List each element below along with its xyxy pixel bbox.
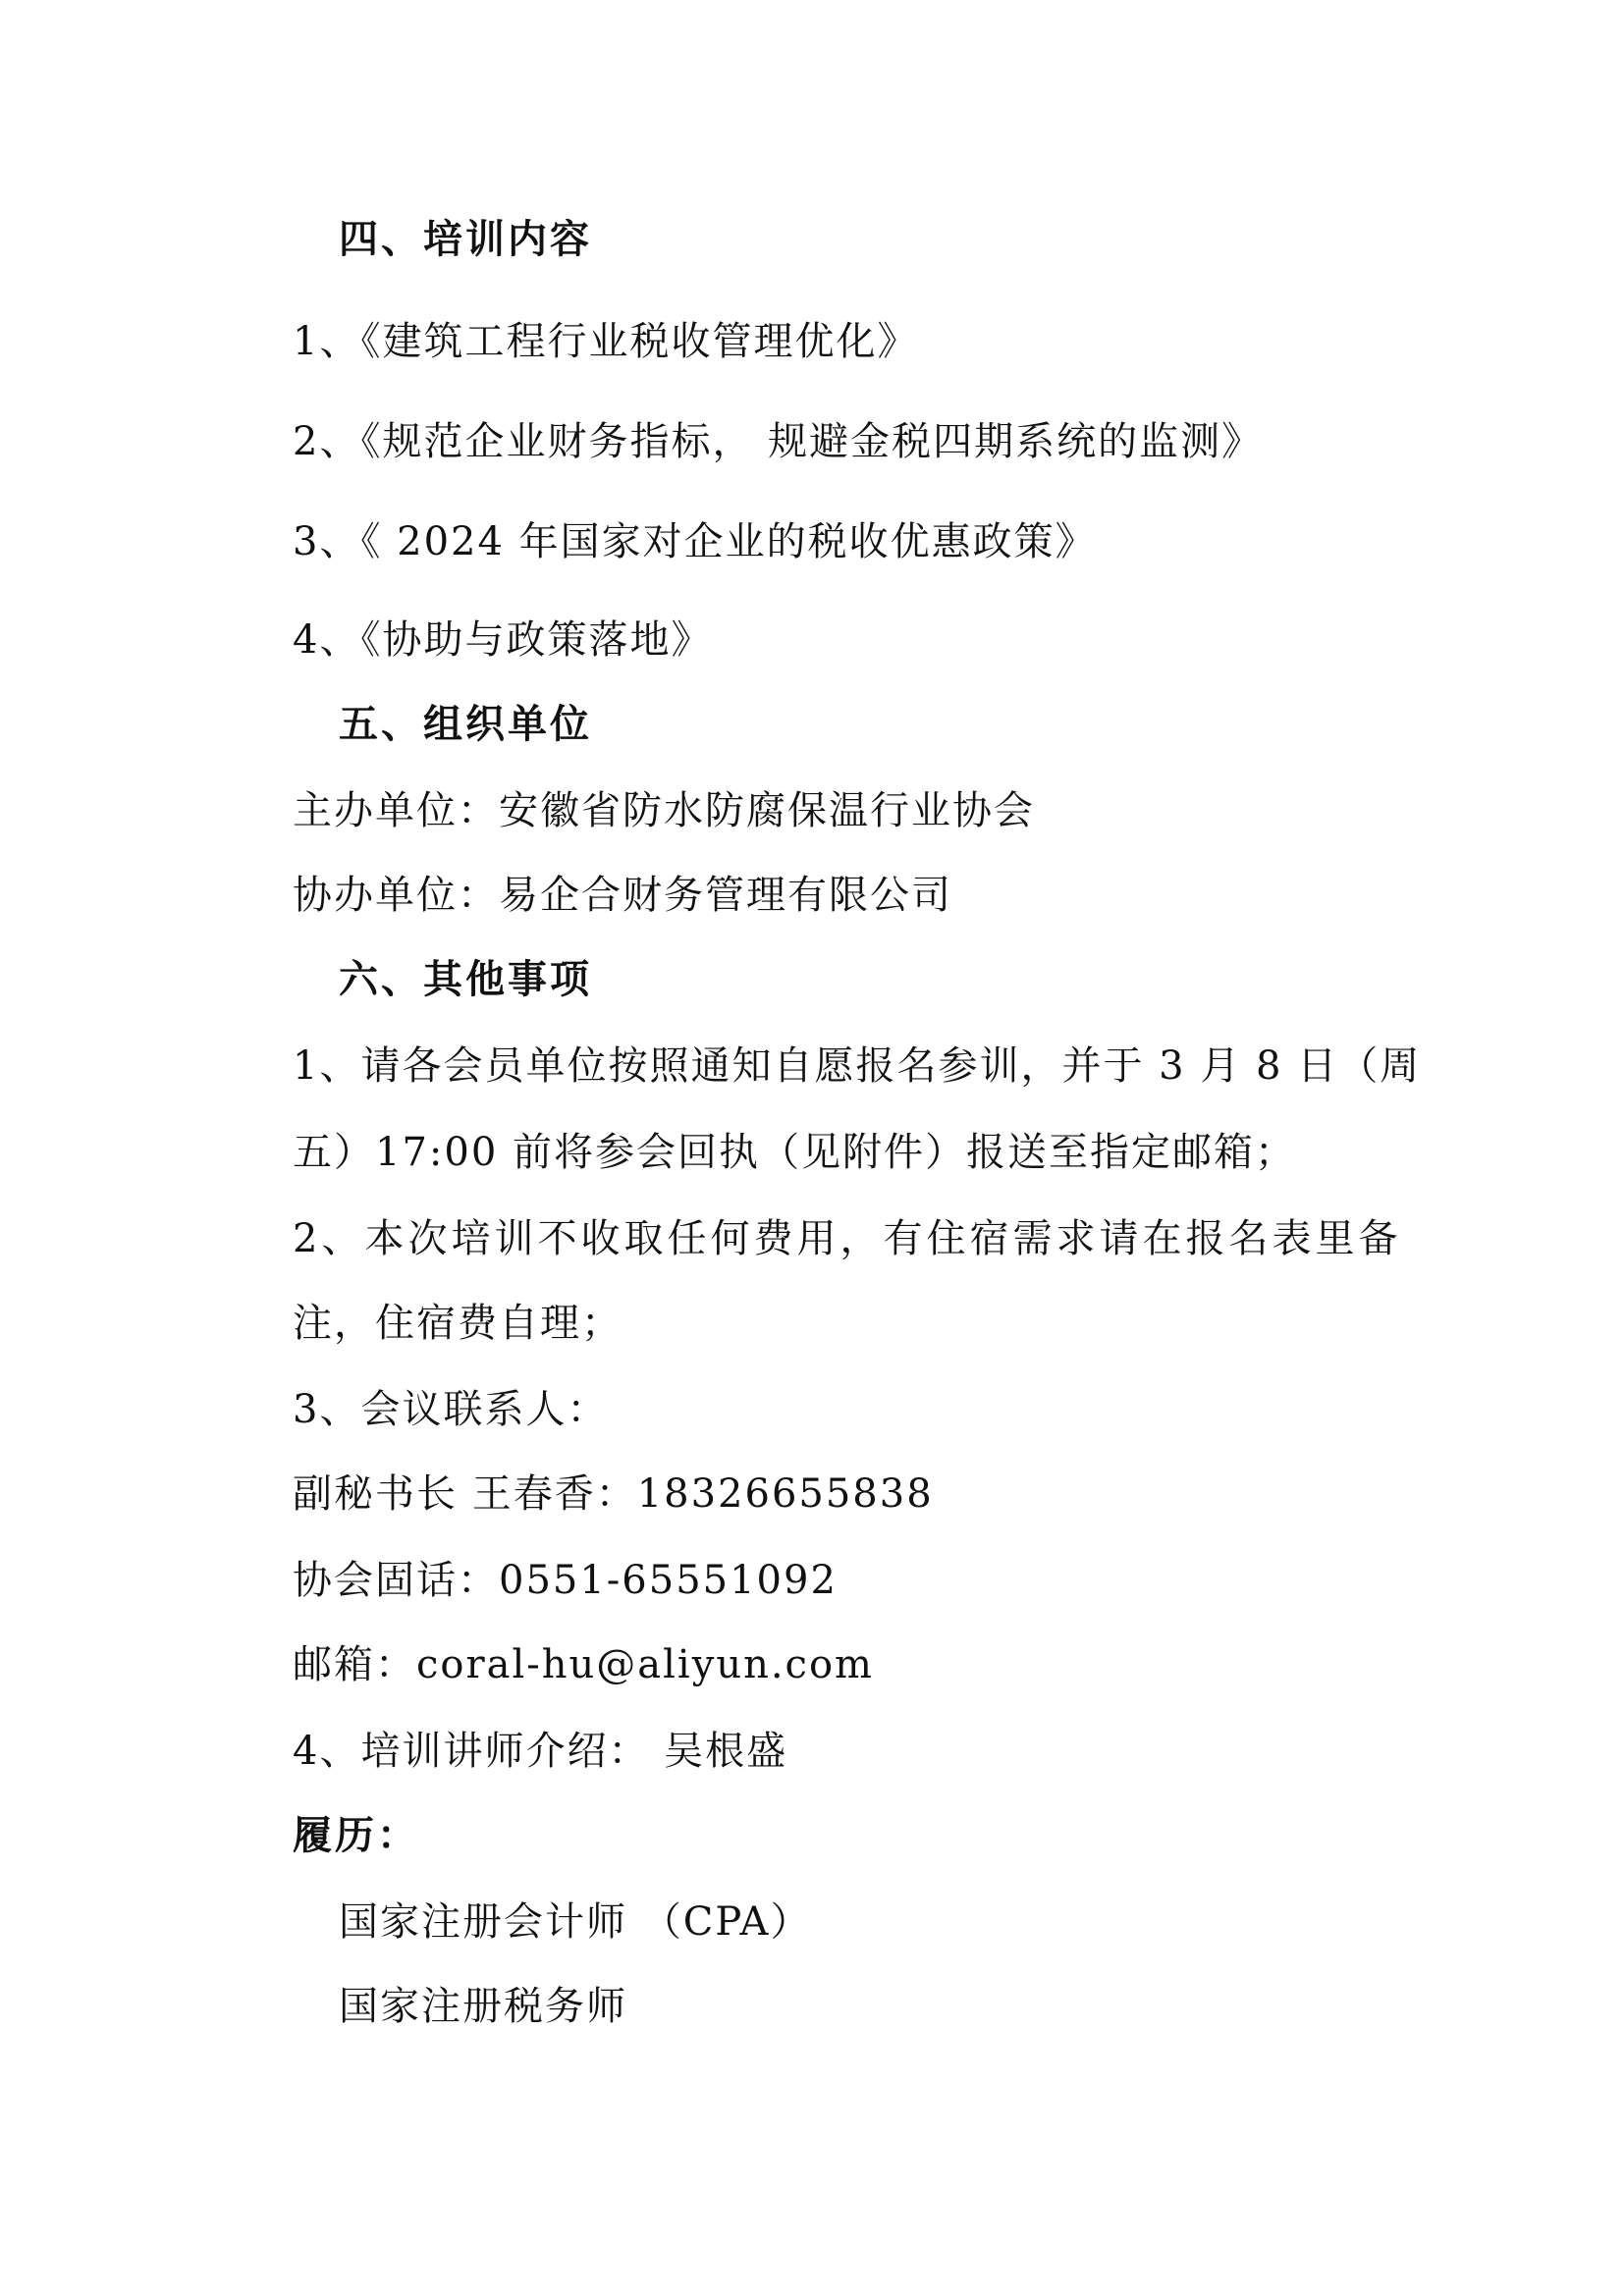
- other-item-4-trainer: 4、培训讲师介绍： 吴根盛: [293, 1729, 788, 1774]
- contact-email: 邮箱：coral-hu@aliyun.com: [293, 1642, 874, 1687]
- training-item-4: 4、《协助与政策落地》: [293, 617, 713, 663]
- training-item-3: 3、《 2024 年国家对企业的税收优惠政策》: [293, 519, 1097, 564]
- section-heading-other-matters: 六、其他事项: [339, 957, 592, 1002]
- resume-entry-tax-agent: 国家注册税务师: [339, 1984, 627, 2029]
- resume-entry-cpa: 国家注册会计师 （CPA）: [339, 1899, 812, 1945]
- section-heading-training-content: 四、培训内容: [339, 217, 592, 262]
- other-item-2-line-1: 2、本次培训不收取任何费用，有住宿需求请在报名表里备: [293, 1216, 1402, 1261]
- other-item-1-line-2: 五）17:00 前将参会回执（见附件）报送至指定邮箱；: [293, 1130, 1296, 1175]
- other-item-1-line-1: 1、请各会员单位按照通知自愿报名参训，并于 3 月 8 日（周: [293, 1043, 1422, 1089]
- training-item-2: 2、《规范企业财务指标， 规避金税四期系统的监测》: [293, 419, 1264, 464]
- host-organizer: 主办单位：安徽省防水防腐保温行业协会: [293, 788, 1035, 833]
- office-phone: 协会固话：0551-65551092: [293, 1558, 838, 1603]
- contact-person: 副秘书长 王春香：18326655838: [293, 1471, 934, 1517]
- other-item-2-line-2: 注，住宿费自理；: [293, 1301, 623, 1346]
- resume-heading: 履历：: [293, 1813, 419, 1858]
- section-heading-organizers: 五、组织单位: [339, 702, 592, 747]
- co-host-organizer: 协办单位：易企合财务管理有限公司: [293, 873, 952, 918]
- other-item-3: 3、会议联系人：: [293, 1387, 609, 1432]
- training-item-1: 1、《建筑工程行业税收管理优化》: [293, 319, 919, 364]
